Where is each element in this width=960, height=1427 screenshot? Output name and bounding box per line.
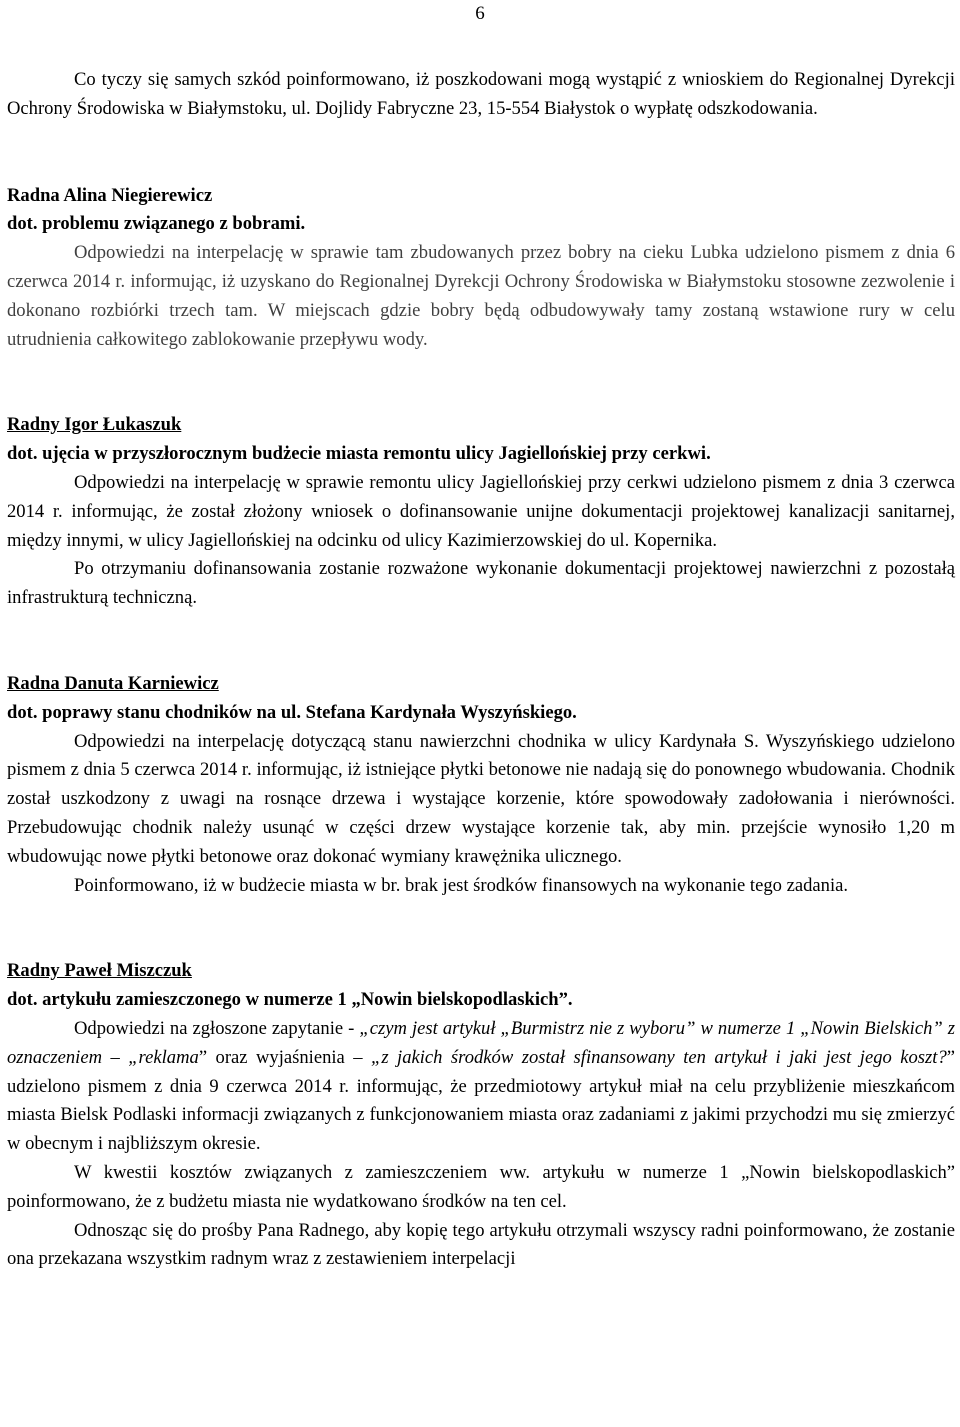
councillor-name: Radny Igor Łukaszuk	[7, 414, 182, 436]
response-text: Odpowiedzi na zgłoszone zapytanie -	[74, 1017, 360, 1039]
interpellation-topic: dot. poprawy stanu chodników na ul. Stefana Kardynała Wyszyńskiego.	[7, 701, 577, 723]
section-miszczuk	[7, 957, 955, 1274]
quoted-question: „z jakich środków został sfinansowany ten artykuł i jaki jest jego koszt?	[371, 1046, 947, 1068]
response-paragraph: W kwestii kosztów związanych z zamieszczeniem ww. artykułu w numerze 1 „Nowin bielskopodlaskich” poinformowano, że z budżetu miasta nie wydatkowano środków na ten cel.	[7, 1161, 955, 1212]
intro-paragraph: Co tyczy się samych szkód poinformowano, iż poszkodowani mogą wystąpić z wnioskiem do Regionalnej Dyrekcji Ochrony Środowiska w Białymstoku, ul. Dojlidy Fabryczne 23, 15-554 Białystok o wypłatę odszkodowania.	[7, 69, 955, 119]
document-body	[7, 66, 955, 1274]
interpellation-topic: dot. artykułu zamieszczonego w numerze 1 „Nowin bielskopodlaskich”.	[7, 989, 573, 1011]
response-paragraph: Po otrzymaniu dofinansowania zostanie rozważone wykonanie dokumentacji projektowej nawierzchni z pozostałą infrastrukturą techniczną.	[7, 558, 955, 609]
response-paragraph	[7, 1015, 955, 1159]
section-spacer	[7, 124, 955, 182]
response-paragraph: Odnosząc się do prośby Pana Radnego, aby kopię tego artykułu otrzymali wszyscy radni poinformowano, że zostanie ona przekazana wszystkim radnym wraz z zestawieniem interpelacji	[7, 1219, 955, 1270]
section-spacer	[7, 613, 955, 670]
response-paragraph: Poinformowano, iż w budżecie miasta w br. brak jest środków finansowych na wykonanie tego zadania.	[74, 874, 849, 896]
councillor-name: Radna Alina Niegierewicz	[7, 184, 213, 206]
interpellation-topic: dot. ujęcia w przyszłorocznym budżecie miasta remontu ulicy Jagiellońskiej przy cerkwi.	[7, 443, 711, 465]
section-spacer	[7, 900, 955, 957]
response-text: ” oraz wyjaśnienia –	[198, 1046, 371, 1068]
councillor-name: Radna Danuta Karniewicz	[7, 672, 219, 694]
quoted-question: „czym jest artykuł „Burmistrz nie z wyboru” w numerze 1 „Nowin Bielskich” z oznaczeniem – „reklama	[7, 1017, 955, 1068]
interpellation-topic: dot. problemu związanego z bobrami.	[7, 213, 306, 235]
section-spacer	[7, 354, 955, 411]
response-text: ” udzielono pismem z dnia 9 czerwca 2014 r. informując, że przedmiotowy artykuł miał na celu przybliżenie mieszkańcom miasta Bielsk Podlaski informacji związanych z funkcjonowaniem miasta oraz zadaniami z jakimi przychodzi mu się zmierzyć w obecnym i najbliższym okresie.	[7, 1046, 956, 1155]
section-niegierewicz	[7, 182, 955, 355]
section-karniewicz	[7, 670, 955, 900]
response-paragraph: Odpowiedzi na interpelację w sprawie tam zbudowanych przez bobry na cieku Lubka udzielono pismem z dnia 6 czerwca 2014 r. informując, iż uzyskano do Regionalnej Dyrekcji Ochrony Środowiska w Białymstoku stosowne zezwolenie i dokonano rozbiórki trzech tam. W miejscach gdzie bobry będą odbudowywały tamy zostaną wstawione rury w celu utrudnienia całkowitego zablokowanie przepływu wody.	[7, 242, 955, 350]
section-lukaszuk	[7, 411, 955, 613]
councillor-name: Radny Paweł Miszczuk	[7, 960, 192, 982]
response-paragraph: Odpowiedzi na interpelację w sprawie remontu ulicy Jagiellońskiej przy cerkwi udzielono pismem z dnia 3 czerwca 2014 r. informując, że został złożony wniosek o dofinansowanie unijne dokumentacji projektowej kanalizacji sanitarnej, między innymi, w ulicy Jagiellońskiej na odcinku od ulicy Kazimierzowskiej do ul. Kopernika.	[7, 471, 955, 551]
page-number: 6	[475, 3, 485, 24]
response-paragraph: Odpowiedzi na interpelację dotyczącą stanu nawierzchni chodnika w ulicy Kardynała S. Wyszyńskiego udzielono pismem z dnia 5 czerwca 2014 r. informując, iż istniejące płytki betonowe nie nadają się do ponownego wbudowania. Chodnik został uszkodzony z uwagi na rosnące drzewa i wystające korzenie, które spowodowały zadołowania i nierówności. Przebudowując chodnik należy usunąć w części drzew wystające korzenie tak, aby min. przejście wynosiło 1,20 m wbudowując nowe płytki betonowe oraz dokonać wymiany krawężnika ulicznego.	[7, 730, 955, 867]
